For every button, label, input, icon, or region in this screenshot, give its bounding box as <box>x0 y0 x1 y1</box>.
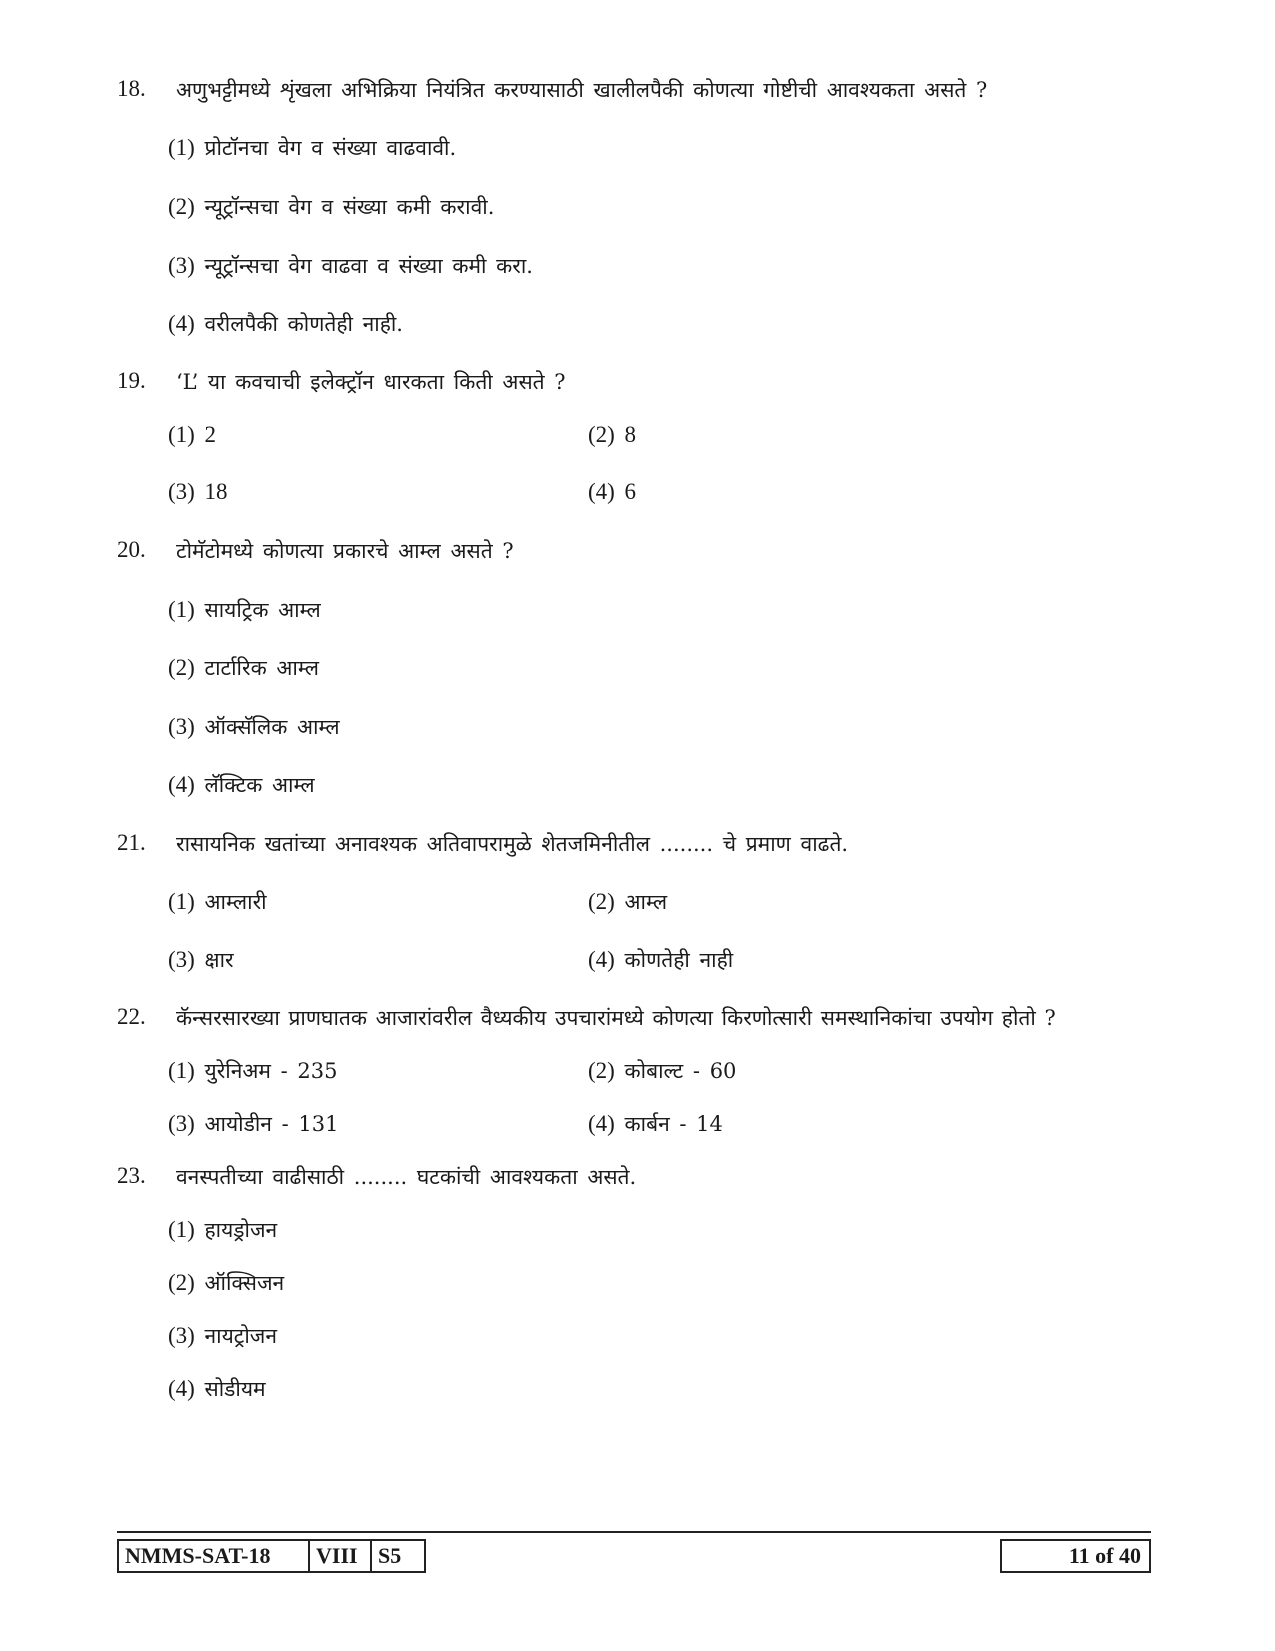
option-text: वरीलपैकी कोणतेही नाही. <box>204 312 403 336</box>
question-text: रासायनिक खतांच्या अनावश्यक अतिवापरामुळे शेतजमिनीतील ........ चे प्रमाण वाढते. <box>176 832 849 856</box>
option-text: कोणतेही नाही <box>624 948 734 972</box>
option-1 <box>168 888 267 916</box>
option-number: (4) <box>168 311 195 336</box>
option-4 <box>168 1375 266 1403</box>
option-1 <box>168 596 321 624</box>
option-number: (1) <box>168 889 195 914</box>
option-3 <box>168 1322 277 1350</box>
option-number: (2) <box>168 655 195 680</box>
option-4 <box>588 479 636 505</box>
option-2 <box>588 888 667 916</box>
option-3 <box>168 946 234 974</box>
option-number: (4) <box>168 772 195 797</box>
exam-code: NMMS-SAT-18 <box>125 1543 271 1568</box>
option-number: (4) <box>588 1111 615 1136</box>
question-number: 20. <box>117 537 146 562</box>
option-number: (3) <box>168 714 195 739</box>
option-text: हायड्रोजन <box>204 1218 278 1242</box>
option-text: 8 <box>624 422 637 447</box>
option-4 <box>588 1110 723 1138</box>
question-number: 22. <box>117 1004 146 1029</box>
option-number: (2) <box>588 422 615 447</box>
option-number: (4) <box>588 947 615 972</box>
option-2 <box>588 1057 736 1085</box>
option-text: प्रोटॉनचा वेग व संख्या वाढवावी. <box>204 136 457 160</box>
option-number: (3) <box>168 253 195 278</box>
question-number: 19. <box>117 368 146 393</box>
option-number: (3) <box>168 1111 195 1136</box>
option-1 <box>168 1057 338 1085</box>
option-2 <box>588 422 636 448</box>
option-text: न्यूट्रॉन्सचा वेग वाढवा व संख्या कमी करा. <box>204 254 533 278</box>
option-number: (1) <box>168 1217 195 1242</box>
option-text: नायट्रोजन <box>204 1324 278 1348</box>
question-number: 18. <box>117 76 146 101</box>
option-text: सोडीयम <box>204 1377 266 1401</box>
option-3 <box>168 713 340 741</box>
option-text: कोबाल्ट - 60 <box>624 1059 737 1083</box>
question-text: अणुभट्टीमध्ये शृंखला अभिक्रिया नियंत्रित करण्यासाठी खालीलपैकी कोणत्या गोष्टीची आवश्यकता असते ? <box>176 78 988 102</box>
exam-class: VIII <box>308 1541 370 1571</box>
option-3 <box>168 479 228 505</box>
question-text: कॅन्सरसारख्या प्राणघातक आजारांवरील वैध्यकीय उपचारांमध्ये कोणत्या किरणोत्सारी समस्थानिकांचा उपयोग होतो ? <box>176 1006 1056 1030</box>
option-text: ऑक्सिजन <box>204 1271 285 1295</box>
option-text: ऑक्सॅलिक आम्ल <box>204 715 340 739</box>
question-number: 23. <box>117 1163 146 1188</box>
option-number: (1) <box>168 597 195 622</box>
option-2 <box>168 193 494 221</box>
option-text: आम्लारी <box>204 890 267 914</box>
option-number: (3) <box>168 947 195 972</box>
option-3 <box>168 252 533 280</box>
question-text: ‘L’ या कवचाची इलेक्ट्रॉन धारकता किती असते ? <box>176 370 566 394</box>
option-text: 18 <box>204 479 228 504</box>
option-number: (1) <box>168 422 195 447</box>
option-text: कार्बन - 14 <box>624 1112 723 1136</box>
option-text: आम्ल <box>624 890 668 914</box>
option-text: न्यूट्रॉन्सचा वेग व संख्या कमी करावी. <box>204 195 495 219</box>
option-text: 2 <box>204 422 217 447</box>
option-number: (1) <box>168 135 195 160</box>
option-4 <box>168 310 403 338</box>
exam-set: S5 <box>370 1541 424 1571</box>
option-text: युरेनिअम - 235 <box>204 1059 338 1083</box>
exam-code-box <box>117 1539 426 1573</box>
question-number: 21. <box>117 830 146 855</box>
question-text: टोमॅटोमध्ये कोणत्या प्रकारचे आम्ल असते ? <box>176 539 514 563</box>
page-number-box <box>1000 1539 1151 1573</box>
question-text: वनस्पतीच्या वाढीसाठी ........ घटकांची आवश्यकता असते. <box>176 1165 637 1189</box>
option-text: क्षार <box>204 948 234 972</box>
option-text: आयोडीन - 131 <box>204 1112 339 1136</box>
option-text: टार्टारिक आम्ल <box>204 656 320 680</box>
option-number: (3) <box>168 479 195 504</box>
option-2 <box>168 1269 284 1297</box>
option-number: (4) <box>168 1376 195 1401</box>
option-number: (2) <box>588 889 615 914</box>
option-1 <box>168 1216 277 1244</box>
footer-divider <box>117 1531 1151 1533</box>
option-text: लॅक्टिक आम्ल <box>204 773 315 797</box>
option-number: (2) <box>588 1058 615 1083</box>
option-number: (2) <box>168 194 195 219</box>
option-4 <box>168 771 315 799</box>
page-number: 11 of 40 <box>1068 1543 1141 1568</box>
option-number: (4) <box>588 479 615 504</box>
option-1 <box>168 422 216 448</box>
option-3 <box>168 1110 338 1138</box>
option-text: 6 <box>624 479 637 504</box>
option-number: (2) <box>168 1270 195 1295</box>
option-1 <box>168 134 456 162</box>
option-text: सायट्रिक आम्ल <box>204 598 321 622</box>
option-2 <box>168 654 319 682</box>
option-4 <box>588 946 733 974</box>
option-number: (3) <box>168 1323 195 1348</box>
option-number: (1) <box>168 1058 195 1083</box>
